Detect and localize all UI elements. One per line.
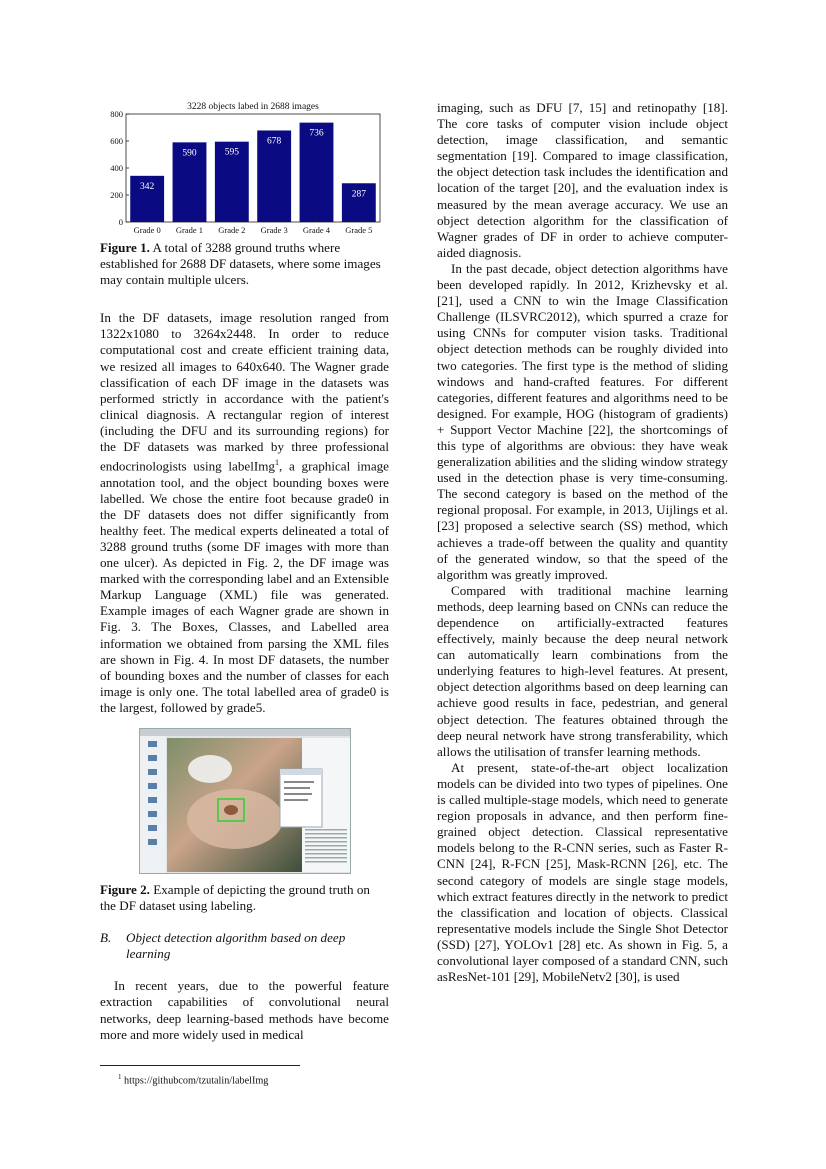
right-paragraph-1: imaging, such as DFU [7, 15] and retinopathy [18]. The core tasks of computer vision include object detection, image classification, and semantic segmentation [19]. Compared to image classification, the object detection task includes the identification and location of the target [20], and the evaluation index is measured by the mean average accuracy. We use an object detection algorithm for the classification of Wagner grades of DF in order to achieve computer-aided diagnosis. xyxy=(437,100,728,260)
left-paragraph-1 xyxy=(100,310,389,716)
section-number: B. xyxy=(100,930,112,946)
left-paragraph-1-rest: , a graphical image annotation tool, and the object bounding boxes were labelled. We chose the entire foot because grade0 in the DF datasets does not differ significantly from healthy feet. The medical experts delineated a total of 3288 ground truths (some DF images with more than one ulcer). As depicted in Fig. 2, the DF image was marked with the corresponding label and an Extensible Markup Language (XML) file was generated. Example images of each Wagner grade are shown in Fig. 3. The Boxes, Classes, and Labelled area information we obtained from parsing the XML files are shown in Fig. 4. In most DF datasets, the number of bounding boxes and the number of classes for each image is only one. The total labelled area of grade0 is the largest, followed by grade5. xyxy=(100,458,389,715)
y-tick-label: 800 xyxy=(110,109,123,119)
section-title: Object detection algorithm based on deep learning xyxy=(126,930,346,962)
x-tick-label: Grade 1 xyxy=(175,225,204,235)
labelimg-screenshot-illustration xyxy=(140,729,350,873)
bar-chart xyxy=(100,100,389,238)
right-paragraph-2: In the past decade, object detection algorithms have been developed rapidly. In 2012, Krizhevsky et al. [21], used a CNN to win the Image Classification Challenge (ILSVRC2012), which spurred a craze for using CNNs for computer vision tasks. Traditional object detection methods can be roughly divided into two categories. The first type is the method of sliding windows and hand-crafted features. For different categories, different features and algorithms need to be designed. For example, HOG (histogram of gradients) + Support Vector Machine [22], the shortcomings of this type of algorithms are obvious: they have weak generalization abilities and the sliding window strategy used in the detection phase is very time-consuming. The second category is based on the method of the regional proposal. For example, in 2013, Uijlings et al. [23] proposed a selective search (SS) method, which achieves a trade-off between the quality and quantity of the generated window, so that the speed of the algorithm was greatly improved. xyxy=(437,260,728,582)
left-paragraph-1-text: In the DF datasets, image resolution ranged from 1322x1080 to 3264x2448. In order to reduce computational cost and create efficient training data, we resized all images to 640x640. The Wagner grade classification of each DF image in the datasets was performed strictly in accordance with the patient's clinical diagnosis. A rectangular region of interest (including the DFU and its surrounding regions) for the DF datasets was marked by three professional endocrinologists using labelImg xyxy=(100,310,389,474)
footnote xyxy=(100,1071,389,1087)
section-heading xyxy=(100,930,389,962)
chart-title: 3228 objects labed in 2688 images xyxy=(187,102,319,112)
bar-value-label: 595 xyxy=(224,147,239,158)
left-paragraph-2: In recent years, due to the powerful feature extraction capabilities of convolutional neural networks, deep learning-based methods have become more and more widely used in medical xyxy=(100,978,389,1042)
footnote-ref: 1 xyxy=(274,458,279,468)
bar-value-label: 590 xyxy=(182,148,197,159)
right-column xyxy=(437,100,728,985)
right-paragraph-3: Compared with traditional machine learning methods, deep learning based on CNNs can reduce the dependence on artificially-extracted features effectively, mainly because the deep neural network can automatically learn combinations from the underlying features to high-level features. At present, object detection algorithms based on deep learning can achieve good results in face, pedestrian, and general object detection. The features obtained through the deep neural network have strong transferability, which allows the utilisation of transfer learning methods. xyxy=(437,582,728,759)
figure-1-caption xyxy=(100,240,389,288)
bar-value-label: 736 xyxy=(309,128,324,139)
figure-2-caption-text: Example of depicting the ground truth on the DF dataset using labeling. xyxy=(100,881,370,914)
footnote-mark: 1 xyxy=(118,1072,122,1081)
figure-2-caption xyxy=(100,882,389,914)
y-tick-label: 400 xyxy=(110,163,123,173)
x-tick-label: Grade 0 xyxy=(133,225,161,235)
figure-1-caption-text: A total of 3288 ground truths where established for 2688 DF datasets, where some images may contain multiple ulcers. xyxy=(100,240,381,288)
y-tick-label: 200 xyxy=(110,190,123,200)
x-tick-label: Grade 4 xyxy=(302,225,331,235)
figure-2-image xyxy=(139,728,351,874)
footnote-divider xyxy=(100,1065,300,1066)
footnote-text: https://githubcom/tzutalin/labelImg xyxy=(121,1075,269,1087)
x-tick-label: Grade 2 xyxy=(218,225,246,235)
left-column xyxy=(100,100,389,1087)
x-tick-label: Grade 3 xyxy=(260,225,288,235)
x-tick-label: Grade 5 xyxy=(345,225,373,235)
figure-1-chart xyxy=(100,100,389,238)
bar-value-label: 342 xyxy=(140,181,155,192)
figure-1-label: Figure 1. xyxy=(100,240,150,255)
y-tick-label: 600 xyxy=(110,136,123,146)
right-paragraph-4: At present, state-of-the-art object localization models can be divided into two types of pipelines. One is called multiple-stage models, which need to generate region proposals in advance, and then perform fine-grained object detection. Classical representative models belong to the R-CNN series, such as Faster R-CNN [24], R-FCN [25], Mask-RCNN [26], etc. The second category of models are single stage models, which extract features directly in the network to predict the classification and location of objects. Classical representative models include the Single Shot Detector (SSD) [27], YOLOv1 [28] etc. As shown in Fig. 5, a convolutional layer composed of a standard CNN, such asResNet-101 [29], MobileNetv2 [30], is used xyxy=(437,759,728,985)
figure-2-label: Figure 2. xyxy=(100,881,150,897)
bar-value-label: 287 xyxy=(351,189,366,200)
bar-value-label: 678 xyxy=(267,136,282,147)
y-tick-label: 0 xyxy=(118,217,123,227)
